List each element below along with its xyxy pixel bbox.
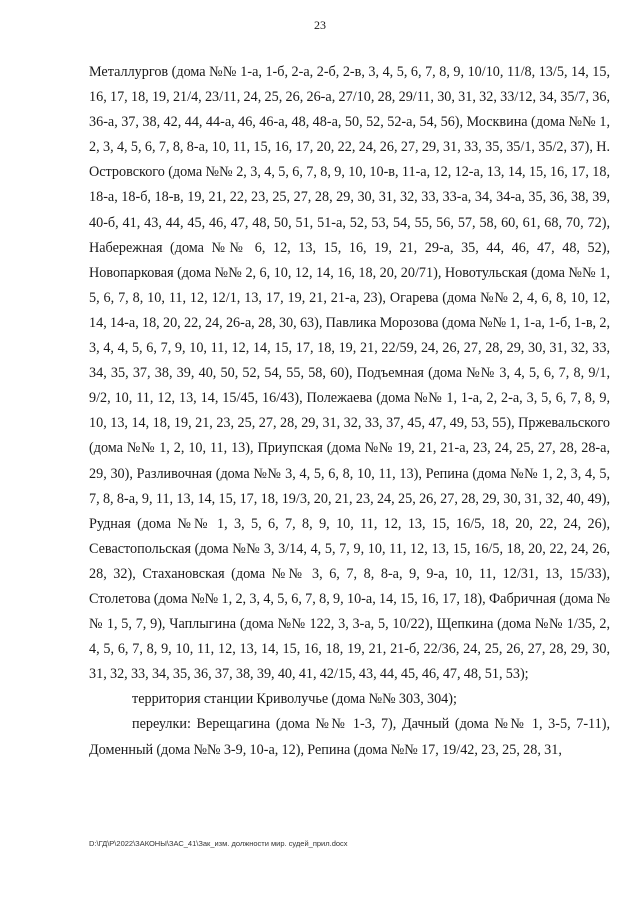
page-number: 23 [314,18,326,32]
streets-paragraph: Металлургов (дома №№ 1-а, 1-б, 2-а, 2-б, 2-в, 3, 4, 5, 6, 7, 8, 9, 10/10, 11/8, 13/5, 14, 15, 16, 17, 18, 19, 21/4, 23/11, 24, 25, 26, 26-а, 27/10, 28, 29/11, 30, 31, 32, 33/12, 34, 35/7, 36, 36-а, 37, 38, 42, 44, 44-а, 46, 46-а, 48, 48-а, 50, 52, 52-а, 54, 56), Москвина (дома №№ 1, 2, 3, 4, 5, 6, 7, 8, 8-а, 10, 11, 15, 16, 17, 20, 22, 24, 26, 27, 29, 31, 33, 35, 35/1, 35/2, 37), Н. Островского (дома №№ 2, 3, 4, 5, 6, 7, 8, 9, 10, 10-в, 11-а, 12, 12-а, 13, 14, 15, 16, 17, 18, 18-а, 18-б, 18-в, 19, 21, 22, 23, 25, 27, 28, 29, 30, 31, 32, 33, 33-а, 34, 34-а, 35, 36, 38, 39, 40-б, 41, 43, 44, 45, 46, 47, 48, 50, 51, 51-а, 52, 53, 54, 55, 56, 57, 58, 60, 61, 68, 70, 72), Набережная (дома №№ 6, 12, 13, 15, 16, 19, 21, 29-а, 35, 44, 46, 47, 48, 52), Новопарковая (дома №№ 2, 6, 10, 12, 14, 16, 18, 20, 20/71), Новотульская (дома №№ 1, 5, 6, 7, 8, 10, 11, 12, 12/1, 13, 17, 19, 21, 21-а, 23), Огарева (дома №№ 2, 4, 6, 8, 10, 12, 14, 14-а, 18, 20, 22, 24, 26-а, 28, 30, 63), Павлика Морозова (дома №№ 1, 1-а, 1-б, 1-в, 2, 3, 4, 4, 5, 6, 7, 9, 10, 11, 12, 14, 15, 17, 18, 19, 21, 22/59, 24, 26, 27, 28, 29, 30, 31, 32, 33, 34, 35, 37, 38, 39, 40, 50, 52, 54, 55, 58, 60), Подъемная (дома №№ 3, 4, 5, 6, 7, 8, 9/1, 9/2, 10, 11, 12, 13, 14, 15/45, 16/43), Полежаева (дома №№ 1, 1-а, 2, 2-а, 3, 5, 6, 7, 8, 9, 10, 13, 14, 18, 19, 21, 23, 25, 27, 28, 29, 31, 32, 33, 37, 45, 47, 49, 53, 55), Пржевальского (дома №№ 1, 2, 10, 11, 13), Приупская (дома №№ 19, 21, 21-а, 23, 24, 25, 27, 28, 28-а, 29, 30), Разливочная (дома №№ 3, 4, 5, 6, 8, 10, 11, 13), Репина (дома №№ 1, 2, 3, 4, 5, 7, 8, 8-а, 9, 11, 13, 14, 15, 17, 18, 19/3, 20, 21, 23, 24, 25, 26, 27, 28, 29, 30, 31, 32, 40, 49), Рудная (дома №№ 1, 3, 5, 6, 7, 8, 9, 10, 11, 12, 13, 15, 16/5, 18, 20, 22, 24, 26), Севастопольская (дома №№ 3, 3/14, 4, 5, 7, 9, 10, 11, 12, 13, 15, 16/5, 18, 20, 22, 24, 26, 28, 32), Стахановская (дома №№ 3, 6, 7, 8, 8-а, 9, 9-а, 10, 11, 12/31, 13, 15/33), Столетова (дома №№ 1, 2, 3, 4, 5, 6, 7, 8, 9, 10-а, 14, 15, 16, 17, 18), Фабричная (дома №№ 1, 5, 7, 9), Чаплыгина (дома №№ 122, 3, 3-а, 5, 10/22), Щепкина (дома №№ 1/35, 2, 4, 5, 6, 7, 8, 9, 10, 11, 12, 13, 14, 15, 16, 18, 19, 21, 21-б, 22/36, 24, 25, 26, 27, 28, 29, 30, 31, 32, 33, 34, 35, 36, 37, 38, 39, 40, 41, 42/15, 43, 44, 45, 46, 47, 48, 51, 53); [89,64,610,683]
file-path-footer: D:\ГД\Р\2022\ЗАКОНЫ\ЗАС_41\Зак_изм. должности мир. судей_прил.docx [89,839,348,848]
lanes-paragraph: переулки: Верещагина (дома №№ 1-3, 7), Дачный (дома №№ 1, 3-5, 7-11), Доменный (дома №№ 3-9, 10-а, 12), Репина (дома №№ 17, 19/42, 23, 25, 28, 31, [89,716,610,758]
station-territory-paragraph: территория станции Криволучье (дома №№ 303, 304); [132,691,457,708]
document-body [89,60,610,763]
